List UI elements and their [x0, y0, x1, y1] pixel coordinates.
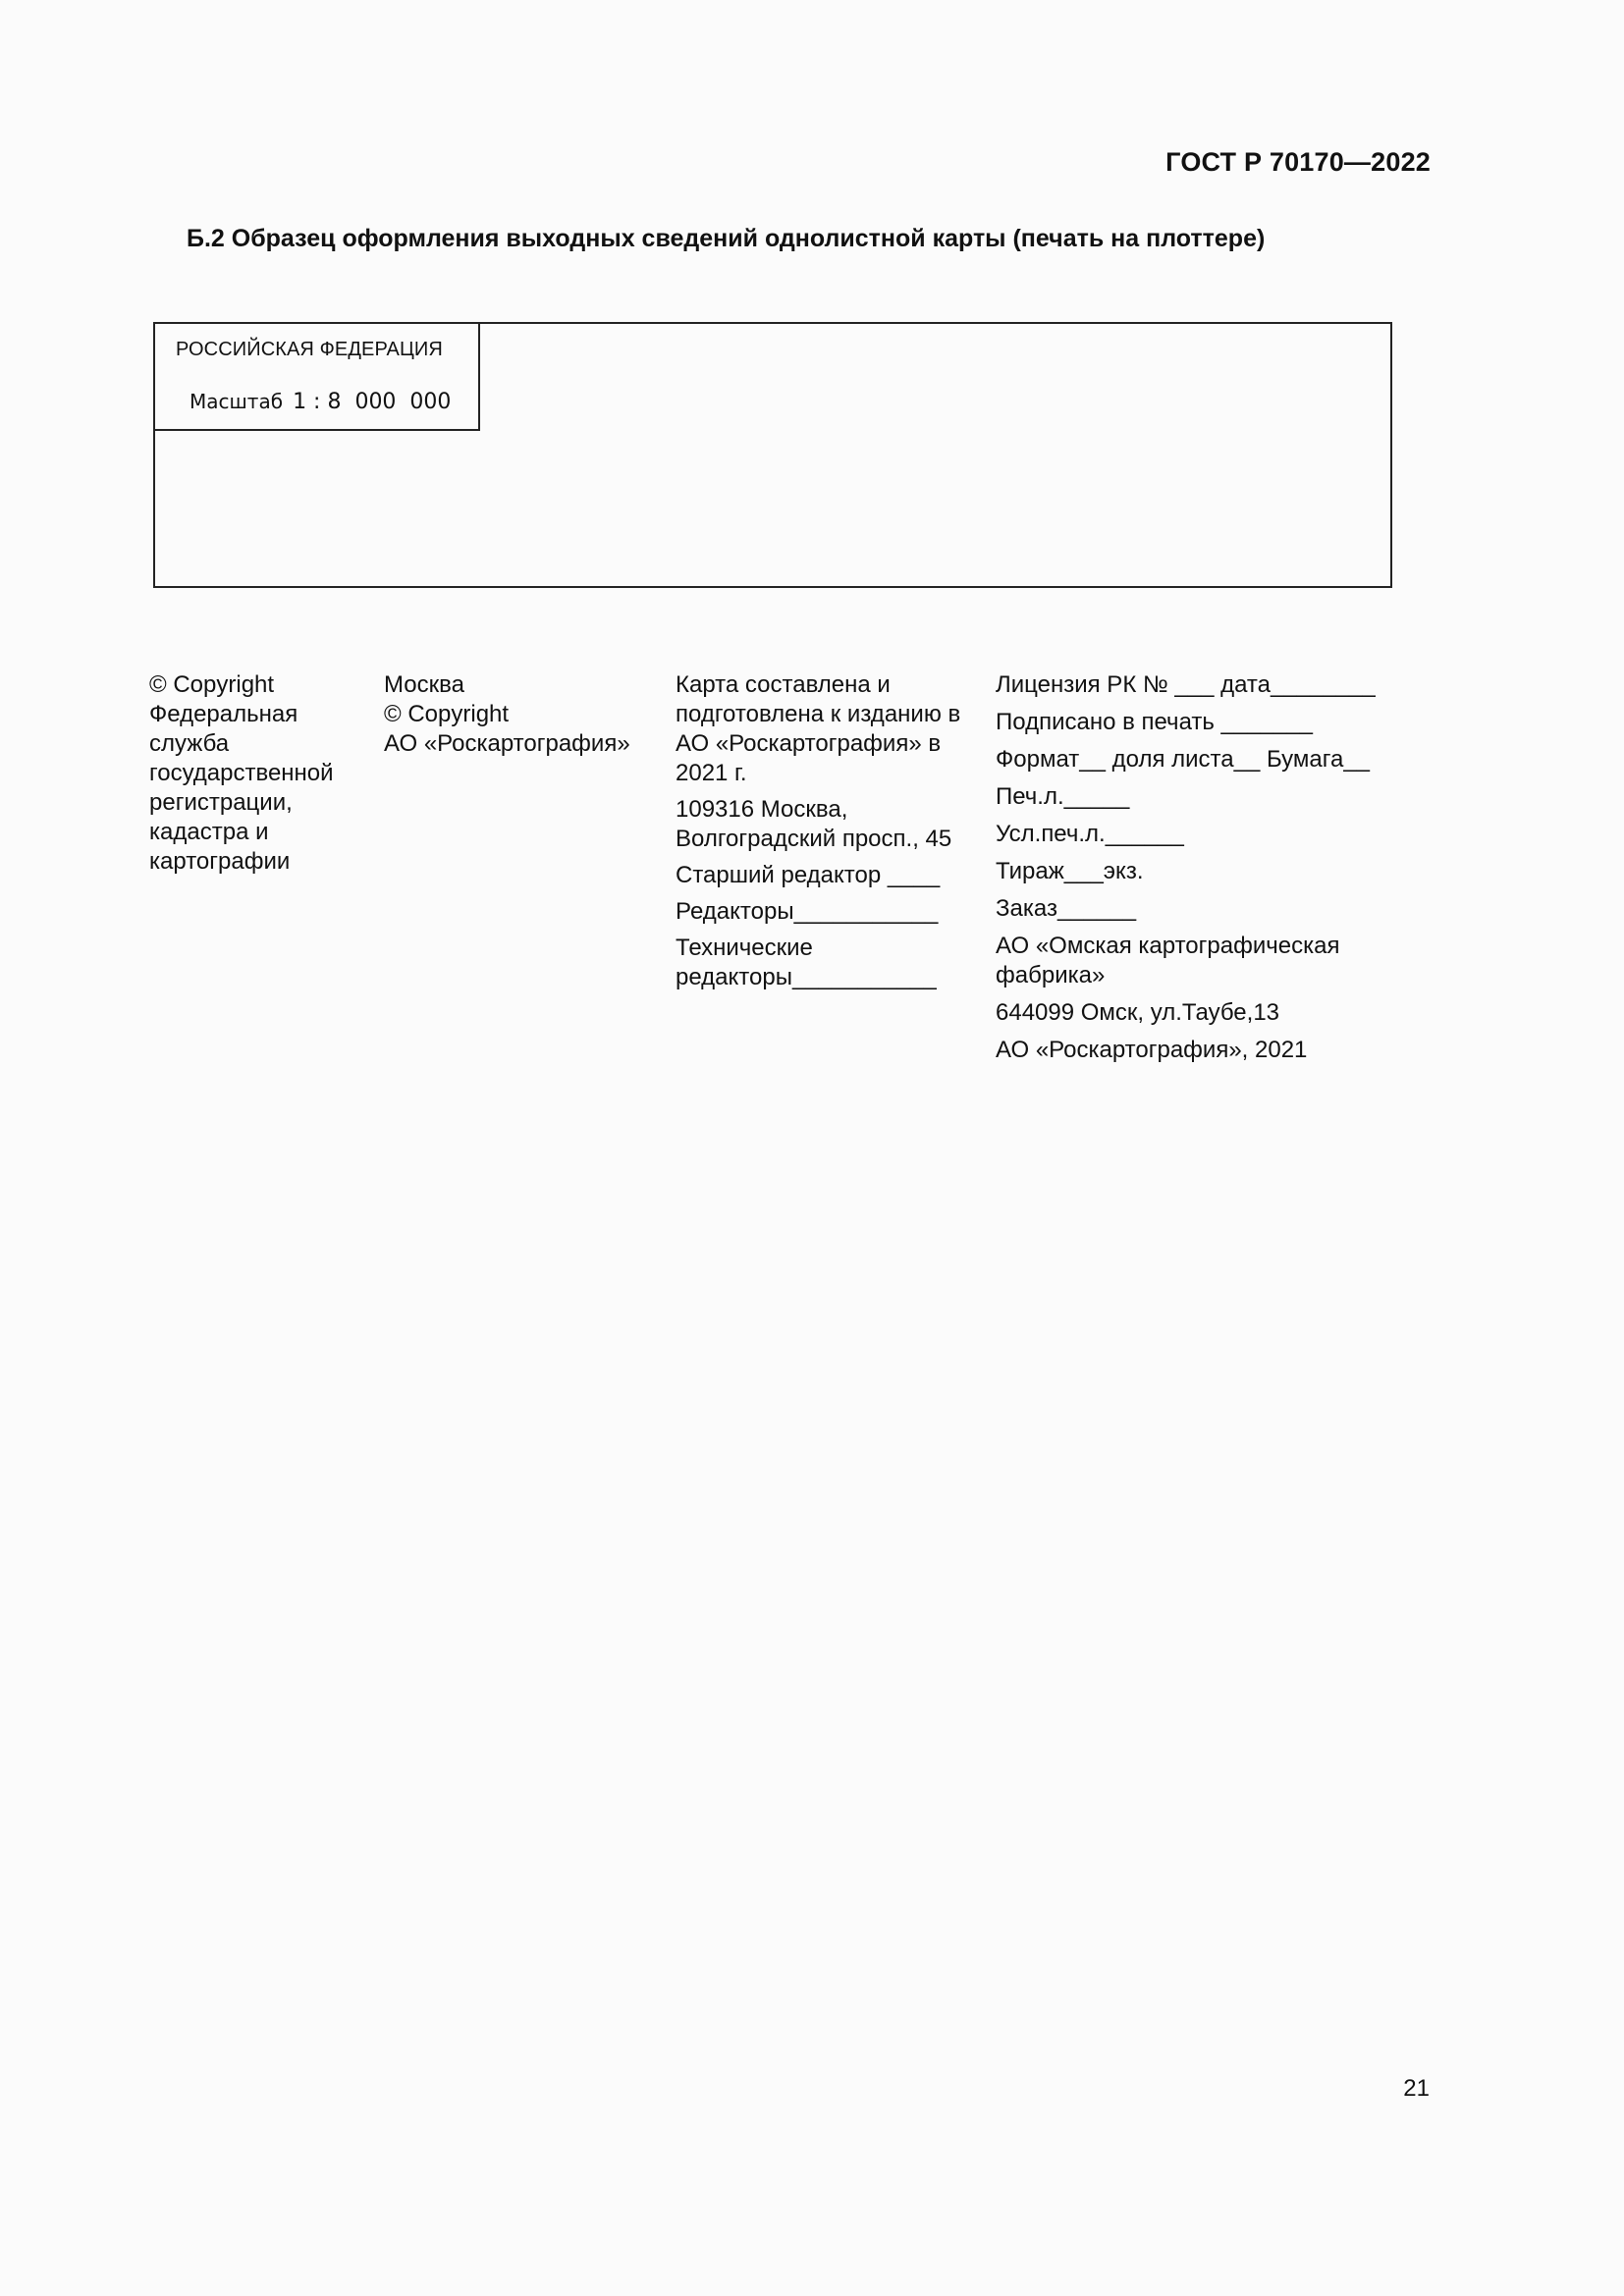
compiled-line: Технические редакторы___________: [676, 934, 937, 990]
imprint-column-printing: [996, 670, 1408, 1073]
map-frame: [153, 322, 1392, 588]
document-code: ГОСТ Р 70170—2022: [1165, 147, 1431, 177]
scale-label: Масштаб: [189, 390, 284, 413]
imprint-column-publisher: [384, 670, 669, 766]
country-label: РОССИЙСКАЯ ФЕДЕРАЦИЯ: [176, 339, 443, 360]
imprint-column-compiled: [676, 670, 990, 999]
scale-line: [189, 390, 451, 414]
printing-line: 644099 Омск, ул.Таубе,13: [996, 999, 1280, 1026]
scale-value: 1 : 8 000 000: [293, 390, 452, 414]
printing-line: АО «Роскартография», 2021: [996, 1037, 1308, 1063]
page-number: 21: [1403, 2075, 1430, 2102]
printing-line: Лицензия РК № ___ дата________: [996, 671, 1376, 698]
map-header-box: [153, 322, 480, 431]
printing-line: Тираж___экз.: [996, 858, 1144, 884]
publisher-text: Москва © Copyright АО «Роскартография»: [384, 671, 630, 757]
imprint-column-copyright: [149, 670, 360, 883]
compiled-line: 109316 Москва, Волгоградский просп., 45: [676, 796, 952, 852]
section-title: Б.2 Образец оформления выходных сведений однолистной карты (печать на плоттере): [187, 225, 1266, 252]
printing-line: АО «Омская картографическая фабрика»: [996, 933, 1340, 988]
compiled-line: Редакторы___________: [676, 898, 939, 925]
printing-line: Усл.печ.л.______: [996, 821, 1184, 847]
printing-line: Формат__ доля листа__ Бумага__: [996, 746, 1371, 773]
copyright-agency-text: © Copyright Федеральная служба государственной регистрации, кадастра и картографии: [149, 671, 334, 875]
compiled-line: Старший редактор ____: [676, 862, 941, 888]
printing-line: Печ.л._____: [996, 783, 1130, 810]
printing-line: Заказ______: [996, 895, 1137, 922]
compiled-line: Карта составлена и подготовлена к изданию в АО «Роскартография» в 2021 г.: [676, 671, 961, 786]
printing-line: Подписано в печать _______: [996, 709, 1313, 735]
